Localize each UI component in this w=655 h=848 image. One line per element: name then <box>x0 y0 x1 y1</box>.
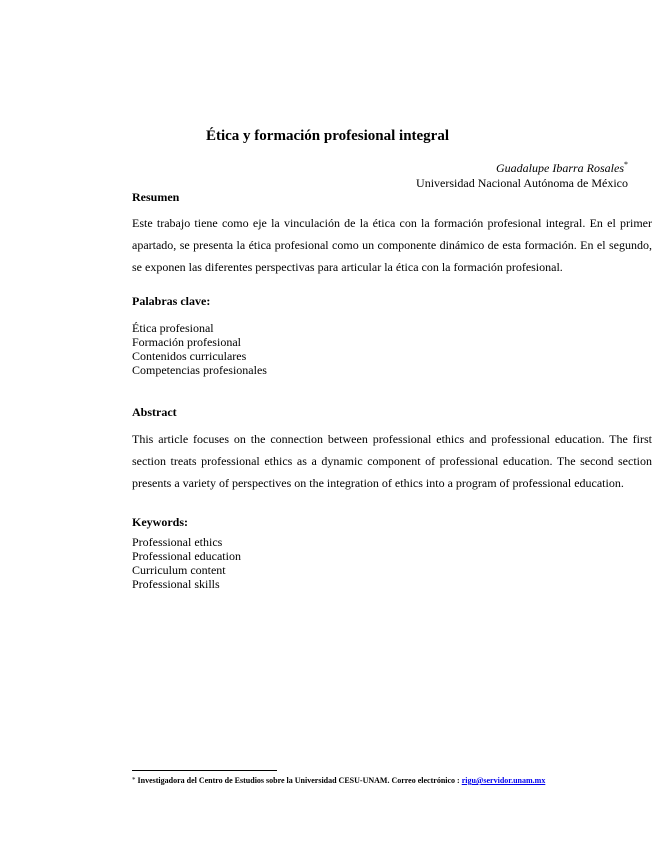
keywords-heading: Keywords: <box>132 515 188 529</box>
list-item: Contenidos curriculares <box>132 349 247 363</box>
keywords-list <box>132 535 241 591</box>
author-affiliation: Universidad Nacional Autónoma de México <box>416 176 628 190</box>
footnote-email-link[interactable]: rigu@servidor.unam.mx <box>461 776 546 785</box>
footnote-divider <box>132 770 277 771</box>
footnote-mark: * <box>132 776 136 784</box>
list-item: Professional education <box>132 549 241 563</box>
author-name <box>496 160 628 176</box>
palabras-clave-heading: Palabras clave: <box>132 294 211 308</box>
list-item: Professional skills <box>132 577 220 591</box>
list-item: Curriculum content <box>132 563 226 577</box>
author-footnote-mark: * <box>624 160 628 169</box>
resumen-heading: Resumen <box>132 190 180 204</box>
list-item: Formación profesional <box>132 335 241 349</box>
author-name-text: Guadalupe Ibarra Rosales <box>496 161 624 175</box>
footnote-text: Investigadora del Centro de Estudios sobre la Universidad CESU-UNAM. Correo electrónico : <box>137 776 462 785</box>
list-item: Competencias profesionales <box>132 363 267 377</box>
list-item: Professional ethics <box>132 535 223 549</box>
resumen-text: Este trabajo tiene como eje la vinculación de la ética con la formación profesional integral. En el primer apartado, se presenta la ética profesional como un componente dinámico de esta formación. En el segundo, se exponen las diferentes perspectivas para articular la ética con la formación profesional. <box>132 216 652 274</box>
palabras-clave-list <box>132 321 267 377</box>
paper-title: Ética y formación profesional integral <box>205 128 450 144</box>
footnote <box>132 776 545 785</box>
abstract-heading: Abstract <box>132 405 177 419</box>
abstract-text: This article focuses on the connection between professional ethics and professional education. The first section treats professional ethics as a dynamic component of professional education. The second section presents a variety of perspectives on the integration of ethics into a program of professional education. <box>132 432 652 490</box>
list-item: Ética profesional <box>132 321 214 335</box>
